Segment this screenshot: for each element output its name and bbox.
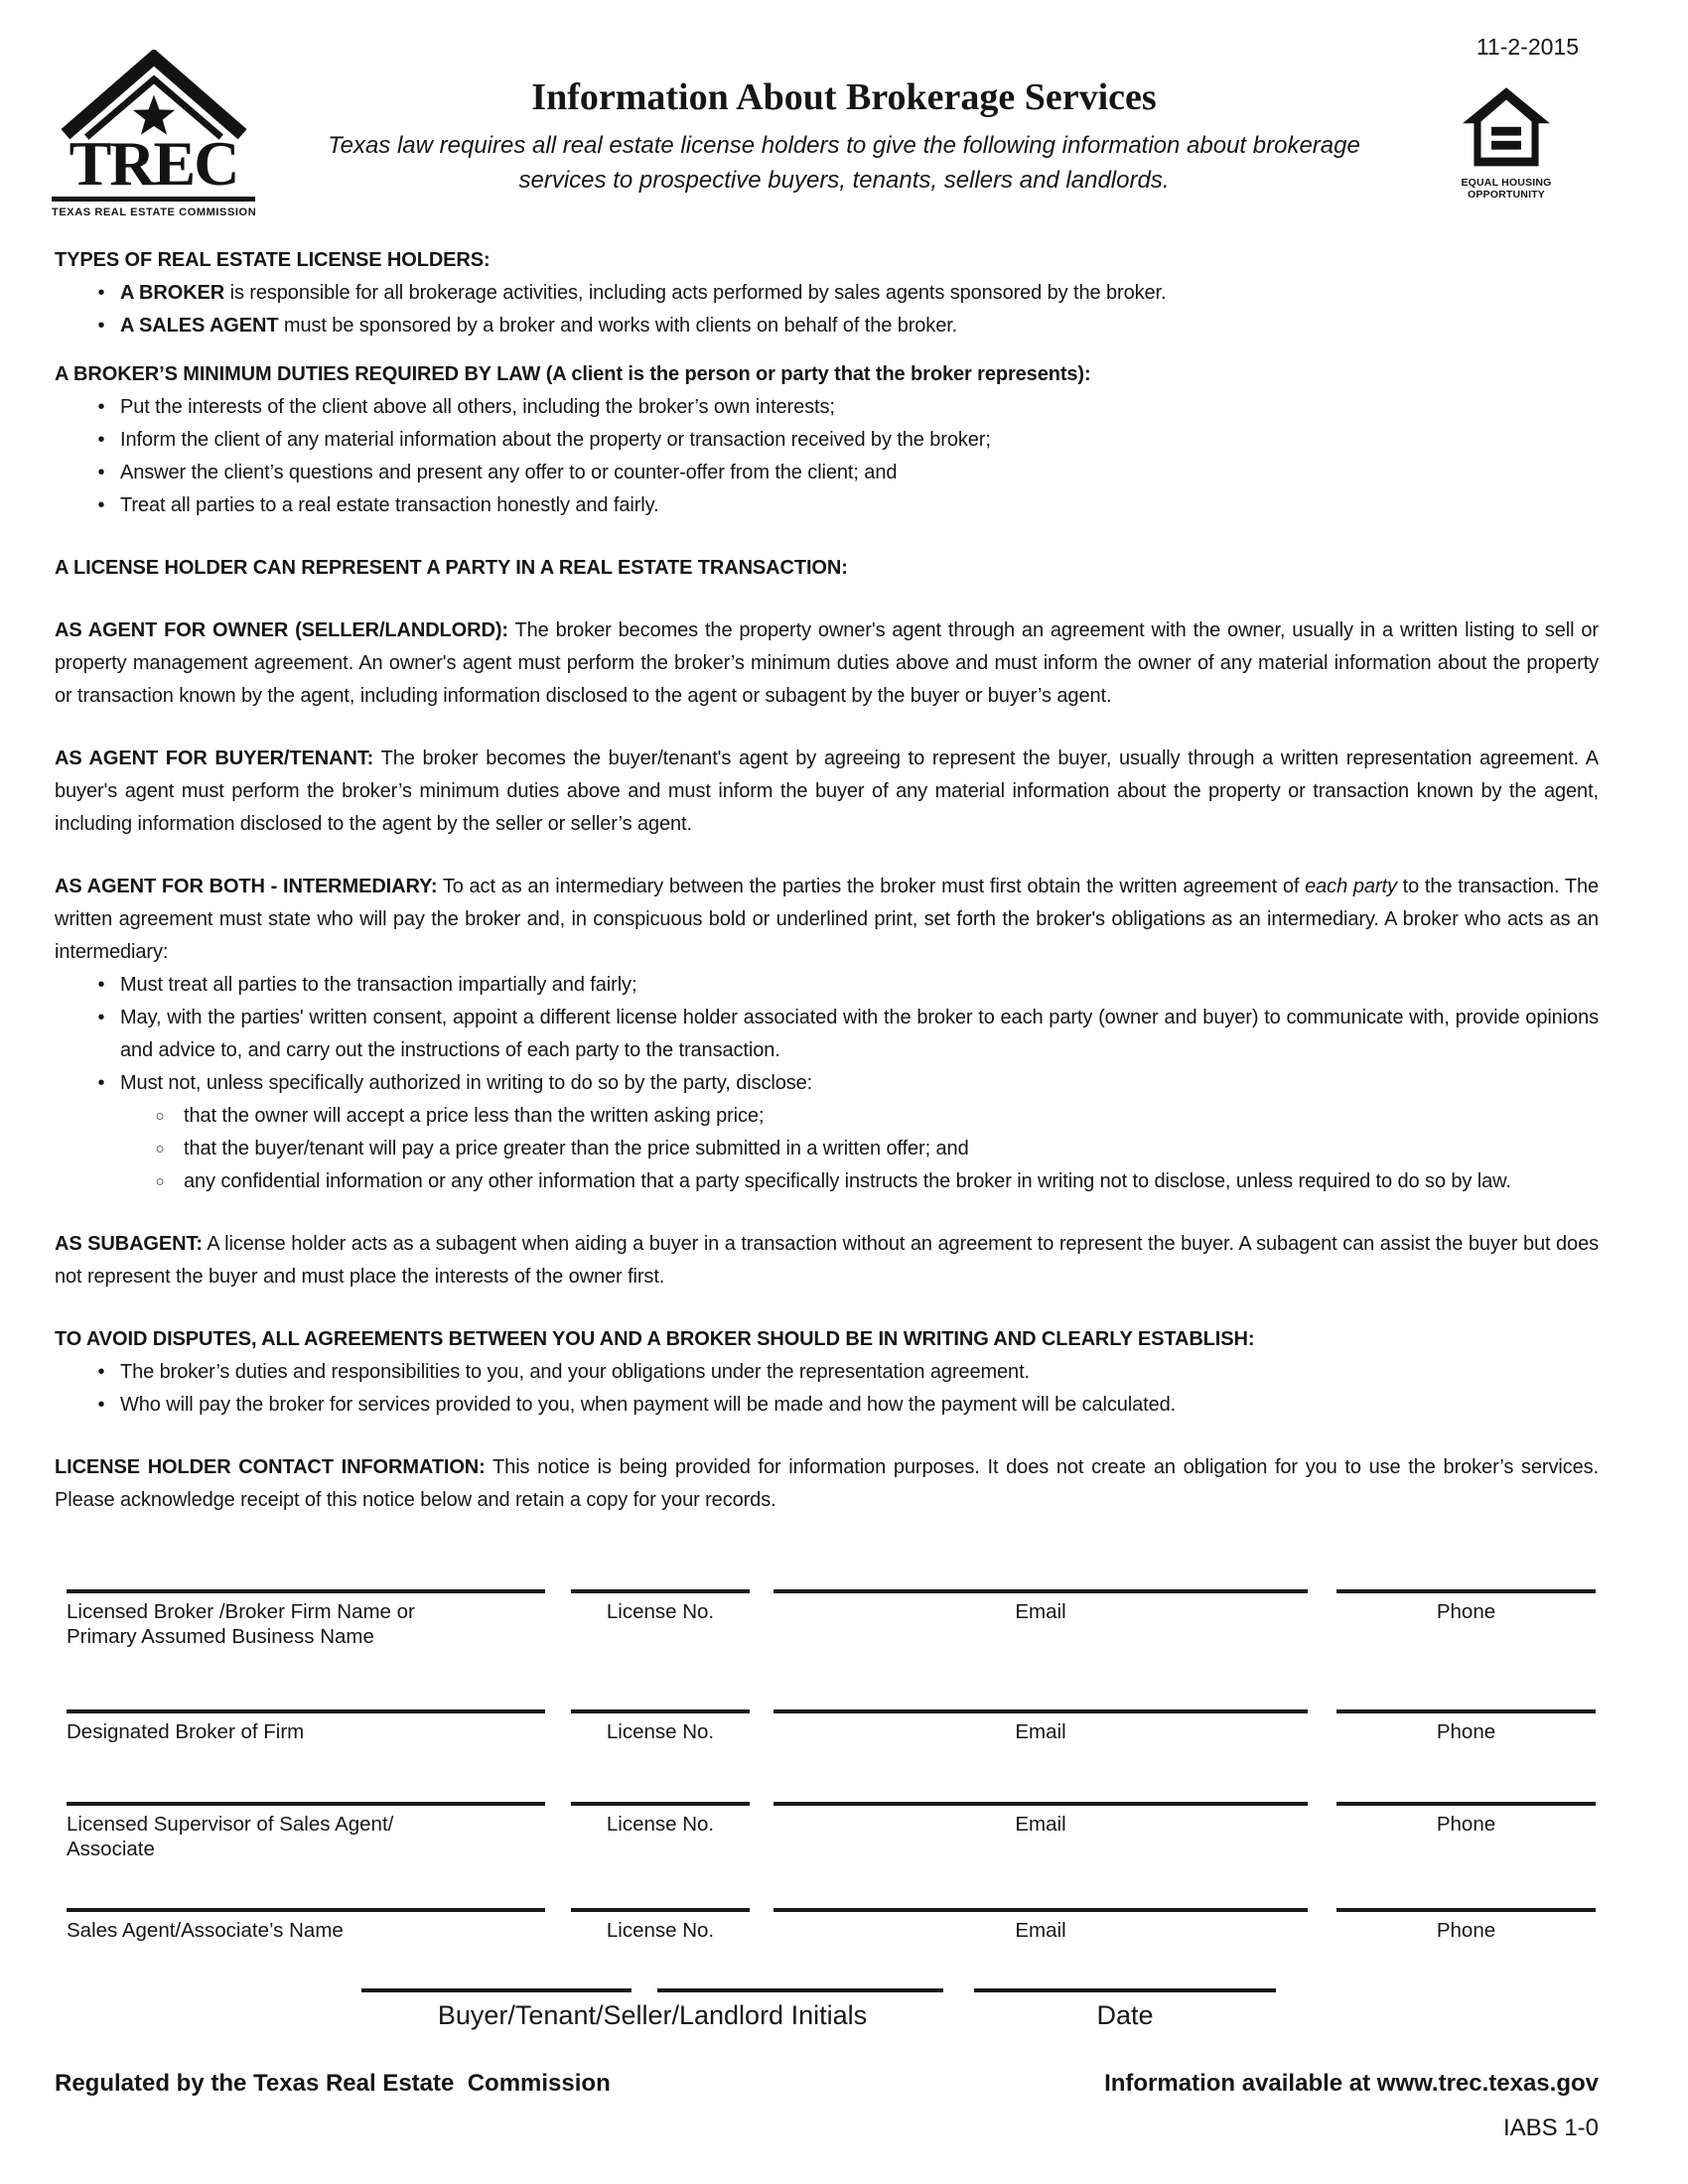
page-title: Information About Brokerage Services (531, 76, 1157, 118)
form-code: IABS 1-0 (1502, 2115, 1599, 2141)
section-lead: AS SUBAGENT: (55, 1233, 203, 1255)
section-lead: AS AGENT FOR BOTH - INTERMEDIARY: (55, 876, 438, 897)
section-text: to the transaction. The written agreement must state who will pay the broker and, in conspicuous bold or underlined print, set forth the broker's obligations as an intermediary. A broker who acts as an intermediary: (55, 876, 1600, 963)
each-party-italic: each party (1305, 876, 1397, 897)
table-row-supervisor (67, 1802, 1601, 1861)
sales-agent-license-no-field-line[interactable]: License No. (571, 1908, 750, 1943)
trec-logo (52, 50, 255, 218)
bullet-text: that the buyer/tenant will pay a price greater than the price submitted in a written offer; and (184, 1138, 969, 1160)
bullet-item (82, 391, 1599, 424)
bullet-icon: • (97, 494, 105, 516)
section-text: The broker becomes the buyer/tenant's agent by agreeing to represent the buyer, usually through a written representation agreement. A buyer's agent must perform the broker’s minimum duties above and must inform the buyer of any material information about the property or transaction known by the agent, including information disclosed to the agent by the seller or seller’s agent. (55, 748, 1599, 835)
bullet-item (82, 457, 1599, 489)
bullet-item (82, 277, 1599, 310)
bullet-item (82, 310, 1599, 342)
supervisor-name-field-line[interactable] (67, 1802, 545, 1861)
equal-housing-house-icon (1463, 87, 1550, 171)
bullet-item (82, 969, 1599, 1002)
acknowledgment-lines (361, 1988, 1276, 1996)
form-footer (55, 2070, 1599, 2098)
bullet-item (82, 1067, 1599, 1100)
bullet-icon: • (97, 974, 105, 996)
bullet-text: Must treat all parties to the transaction impartially and fairly; (120, 974, 637, 996)
initials-label: Buyer/Tenant/Seller/Landlord Initials (437, 2000, 868, 2030)
bullet-text: any confidential information or any other information that a party specifically instructs the broker in writing not to disclose, unless required to do so by law. (184, 1170, 1511, 1192)
sub-bullet-item (136, 1165, 1599, 1198)
term-broker: A BROKER (120, 282, 225, 304)
bullet-item (82, 1002, 1599, 1067)
section-text: This notice is being provided for information purposes. It does not create an obligation for you to use the broker’s services. Please acknowledge receipt of this notice below and retain a copy for your records. (55, 1456, 1600, 1511)
sales-agent-email-field-line[interactable]: Email (774, 1908, 1308, 1943)
designated-broker-name-field-line[interactable] (67, 1709, 545, 1744)
revision-date: 11-2-2015 (1476, 34, 1579, 60)
sub-bullet-item (136, 1133, 1599, 1165)
table-row-designated-broker (67, 1709, 1601, 1744)
designated-broker-phone-field-line[interactable]: Phone (1336, 1709, 1596, 1744)
field-label: Associate (67, 1838, 155, 1860)
section-text: To act as an intermediary between the parties the broker must first obtain the written agreement of (437, 876, 1306, 897)
broker-firm-license-no-field-line[interactable]: License No. (571, 1589, 750, 1649)
field-label: Designated Broker of Firm (67, 1720, 305, 1743)
section-heading-disputes: TO AVOID DISPUTES, ALL AGREEMENTS BETWEEN YOU AND A BROKER SHOULD BE IN WRITING AND CLEARLY ESTABLISH: (55, 1328, 1255, 1350)
bullet-item (82, 1356, 1599, 1389)
field-label: Licensed Broker /Broker Firm Name or (67, 1600, 415, 1623)
broker-firm-phone-field-line[interactable]: Phone (1336, 1589, 1596, 1649)
bullet-icon: • (97, 1361, 105, 1383)
form-header (0, 0, 1688, 228)
section-lead: LICENSE HOLDER CONTACT INFORMATION: (55, 1456, 486, 1478)
section-lead: AS AGENT FOR OWNER (SELLER/LANDLORD): (55, 619, 508, 641)
supervisor-phone-field-line[interactable]: Phone (1336, 1802, 1596, 1861)
supervisor-email-field-line[interactable]: Email (774, 1802, 1308, 1861)
equal-housing-logo (1452, 87, 1561, 201)
date-field-line[interactable] (974, 1988, 1276, 1996)
bullet-text: Must not, unless specifically authorized in writing to do so by the party, disclose: (120, 1072, 813, 1094)
bullet-text: is responsible for all brokerage activities, including acts performed by sales agents sponsored by the broker. (224, 282, 1167, 304)
bullet-text: May, with the parties' written consent, appoint a different license holder associated with the broker to each party (owner and buyer) to communicate with, provide opinions and advice to, and carry out the instructions of each party to the transaction. (120, 1007, 1599, 1061)
regulated-by-text: Regulated by the Texas Real Estate Commission (55, 2070, 611, 2097)
section-text: The broker becomes the property owner's agent through an agreement with the owner, usually in a written listing to sell or property management agreement. An owner's agent must perform the broker’s minimum duties above and must inform the owner of any material information about the property or transaction known by the agent, including information disclosed to the agent or subagent by the buyer or buyer’s agent. (55, 619, 1599, 707)
section-contact (55, 1451, 1599, 1517)
equal-housing-label (1452, 178, 1561, 201)
title-block (278, 77, 1410, 198)
bullet-text: must be sponsored by a broker and works with clients on behalf of the broker. (278, 315, 958, 337)
circle-bullet-icon: ○ (155, 1173, 165, 1190)
section-disputes (55, 1323, 1599, 1422)
eho-line1: EQUAL HOUSING (1461, 177, 1552, 189)
bullet-item (82, 489, 1599, 522)
circle-bullet-icon: ○ (155, 1108, 165, 1125)
circle-bullet-icon: ○ (155, 1141, 165, 1158)
bullet-icon: • (97, 1007, 105, 1028)
bullet-text: Inform the client of any material information about the property or transaction received by the broker; (120, 429, 991, 451)
bullet-text: Who will pay the broker for services provided to you, when payment will be made and how the payment will be calculated. (120, 1394, 1177, 1416)
acknowledgment-labels (361, 2000, 1276, 2031)
initials-field-line-1[interactable] (361, 1988, 632, 1996)
section-subagent (55, 1228, 1599, 1294)
sub-bullet-item (136, 1100, 1599, 1133)
section-types (55, 244, 1599, 342)
broker-firm-name-field-line[interactable] (67, 1589, 545, 1649)
section-agent-both (55, 871, 1599, 1198)
bullet-icon: • (97, 462, 105, 483)
initials-field-line-2[interactable] (657, 1988, 943, 1996)
bullet-text: Put the interests of the client above all others, including the broker’s own interests; (120, 396, 835, 418)
page-subtitle: Texas law requires all real estate license holders to give the following information about brokerage services to prospective buyers, tenants, sellers and landlords. (328, 131, 1360, 194)
bullet-icon: • (97, 315, 105, 337)
eho-line2: OPPORTUNITY (1467, 188, 1546, 201)
section-agent-owner (55, 614, 1599, 713)
section-heading-represent: A LICENSE HOLDER CAN REPRESENT A PARTY IN A REAL ESTATE TRANSACTION: (55, 557, 848, 579)
sales-agent-phone-field-line[interactable]: Phone (1336, 1908, 1596, 1943)
bullet-icon: • (97, 429, 105, 451)
table-row-broker-firm (67, 1589, 1601, 1649)
broker-firm-email-field-line[interactable]: Email (774, 1589, 1308, 1649)
bullet-icon: • (97, 1394, 105, 1416)
section-lead: AS AGENT FOR BUYER/TENANT: (55, 748, 374, 769)
bullet-icon: • (97, 1072, 105, 1094)
section-heading-types: TYPES OF REAL ESTATE LICENSE HOLDERS: (55, 249, 491, 271)
section-agent-buyer (55, 743, 1599, 841)
bullet-text: The broker’s duties and responsibilities to you, and your obligations under the representation agreement. (120, 1361, 1030, 1383)
trec-wordmark: TREC (52, 135, 255, 202)
section-duties (55, 358, 1599, 522)
supervisor-license-no-field-line[interactable]: License No. (571, 1802, 750, 1861)
bullet-icon: • (97, 396, 105, 418)
bullet-text: Answer the client’s questions and present any offer to or counter-offer from the client; and (120, 462, 898, 483)
bullet-item (82, 1389, 1599, 1422)
info-available-text: Information available at www.trec.texas.gov (1104, 2070, 1599, 2097)
section-text: A license holder acts as a subagent when aiding a buyer in a transaction without an agreement to represent the buyer. A subagent can assist the buyer but does not represent the buyer and must place the interests of the owner first. (55, 1233, 1600, 1288)
date-label: Date (1096, 2000, 1154, 2030)
term-sales-agent: A SALES AGENT (120, 315, 279, 337)
table-row-sales-agent (67, 1908, 1601, 1943)
designated-broker-email-field-line[interactable]: Email (774, 1709, 1308, 1744)
field-label: Licensed Supervisor of Sales Agent/ (67, 1813, 394, 1836)
field-label: Primary Assumed Business Name (67, 1625, 374, 1648)
sales-agent-name-field-line[interactable] (67, 1908, 545, 1943)
bullet-item (82, 424, 1599, 457)
bullet-text: that the owner will accept a price less than the written asking price; (184, 1105, 765, 1127)
field-label: Sales Agent/Associate’s Name (67, 1919, 344, 1942)
bullet-text: Treat all parties to a real estate transaction honestly and fairly. (120, 494, 659, 516)
section-heading-duties: A BROKER’S MINIMUM DUTIES REQUIRED BY LAW (A client is the person or party that the broker represents): (55, 363, 1091, 385)
trec-caption: TEXAS REAL ESTATE COMMISSION (52, 205, 257, 218)
form-body (55, 244, 1599, 1517)
designated-broker-license-no-field-line[interactable]: License No. (571, 1709, 750, 1744)
bullet-icon: • (97, 282, 105, 304)
